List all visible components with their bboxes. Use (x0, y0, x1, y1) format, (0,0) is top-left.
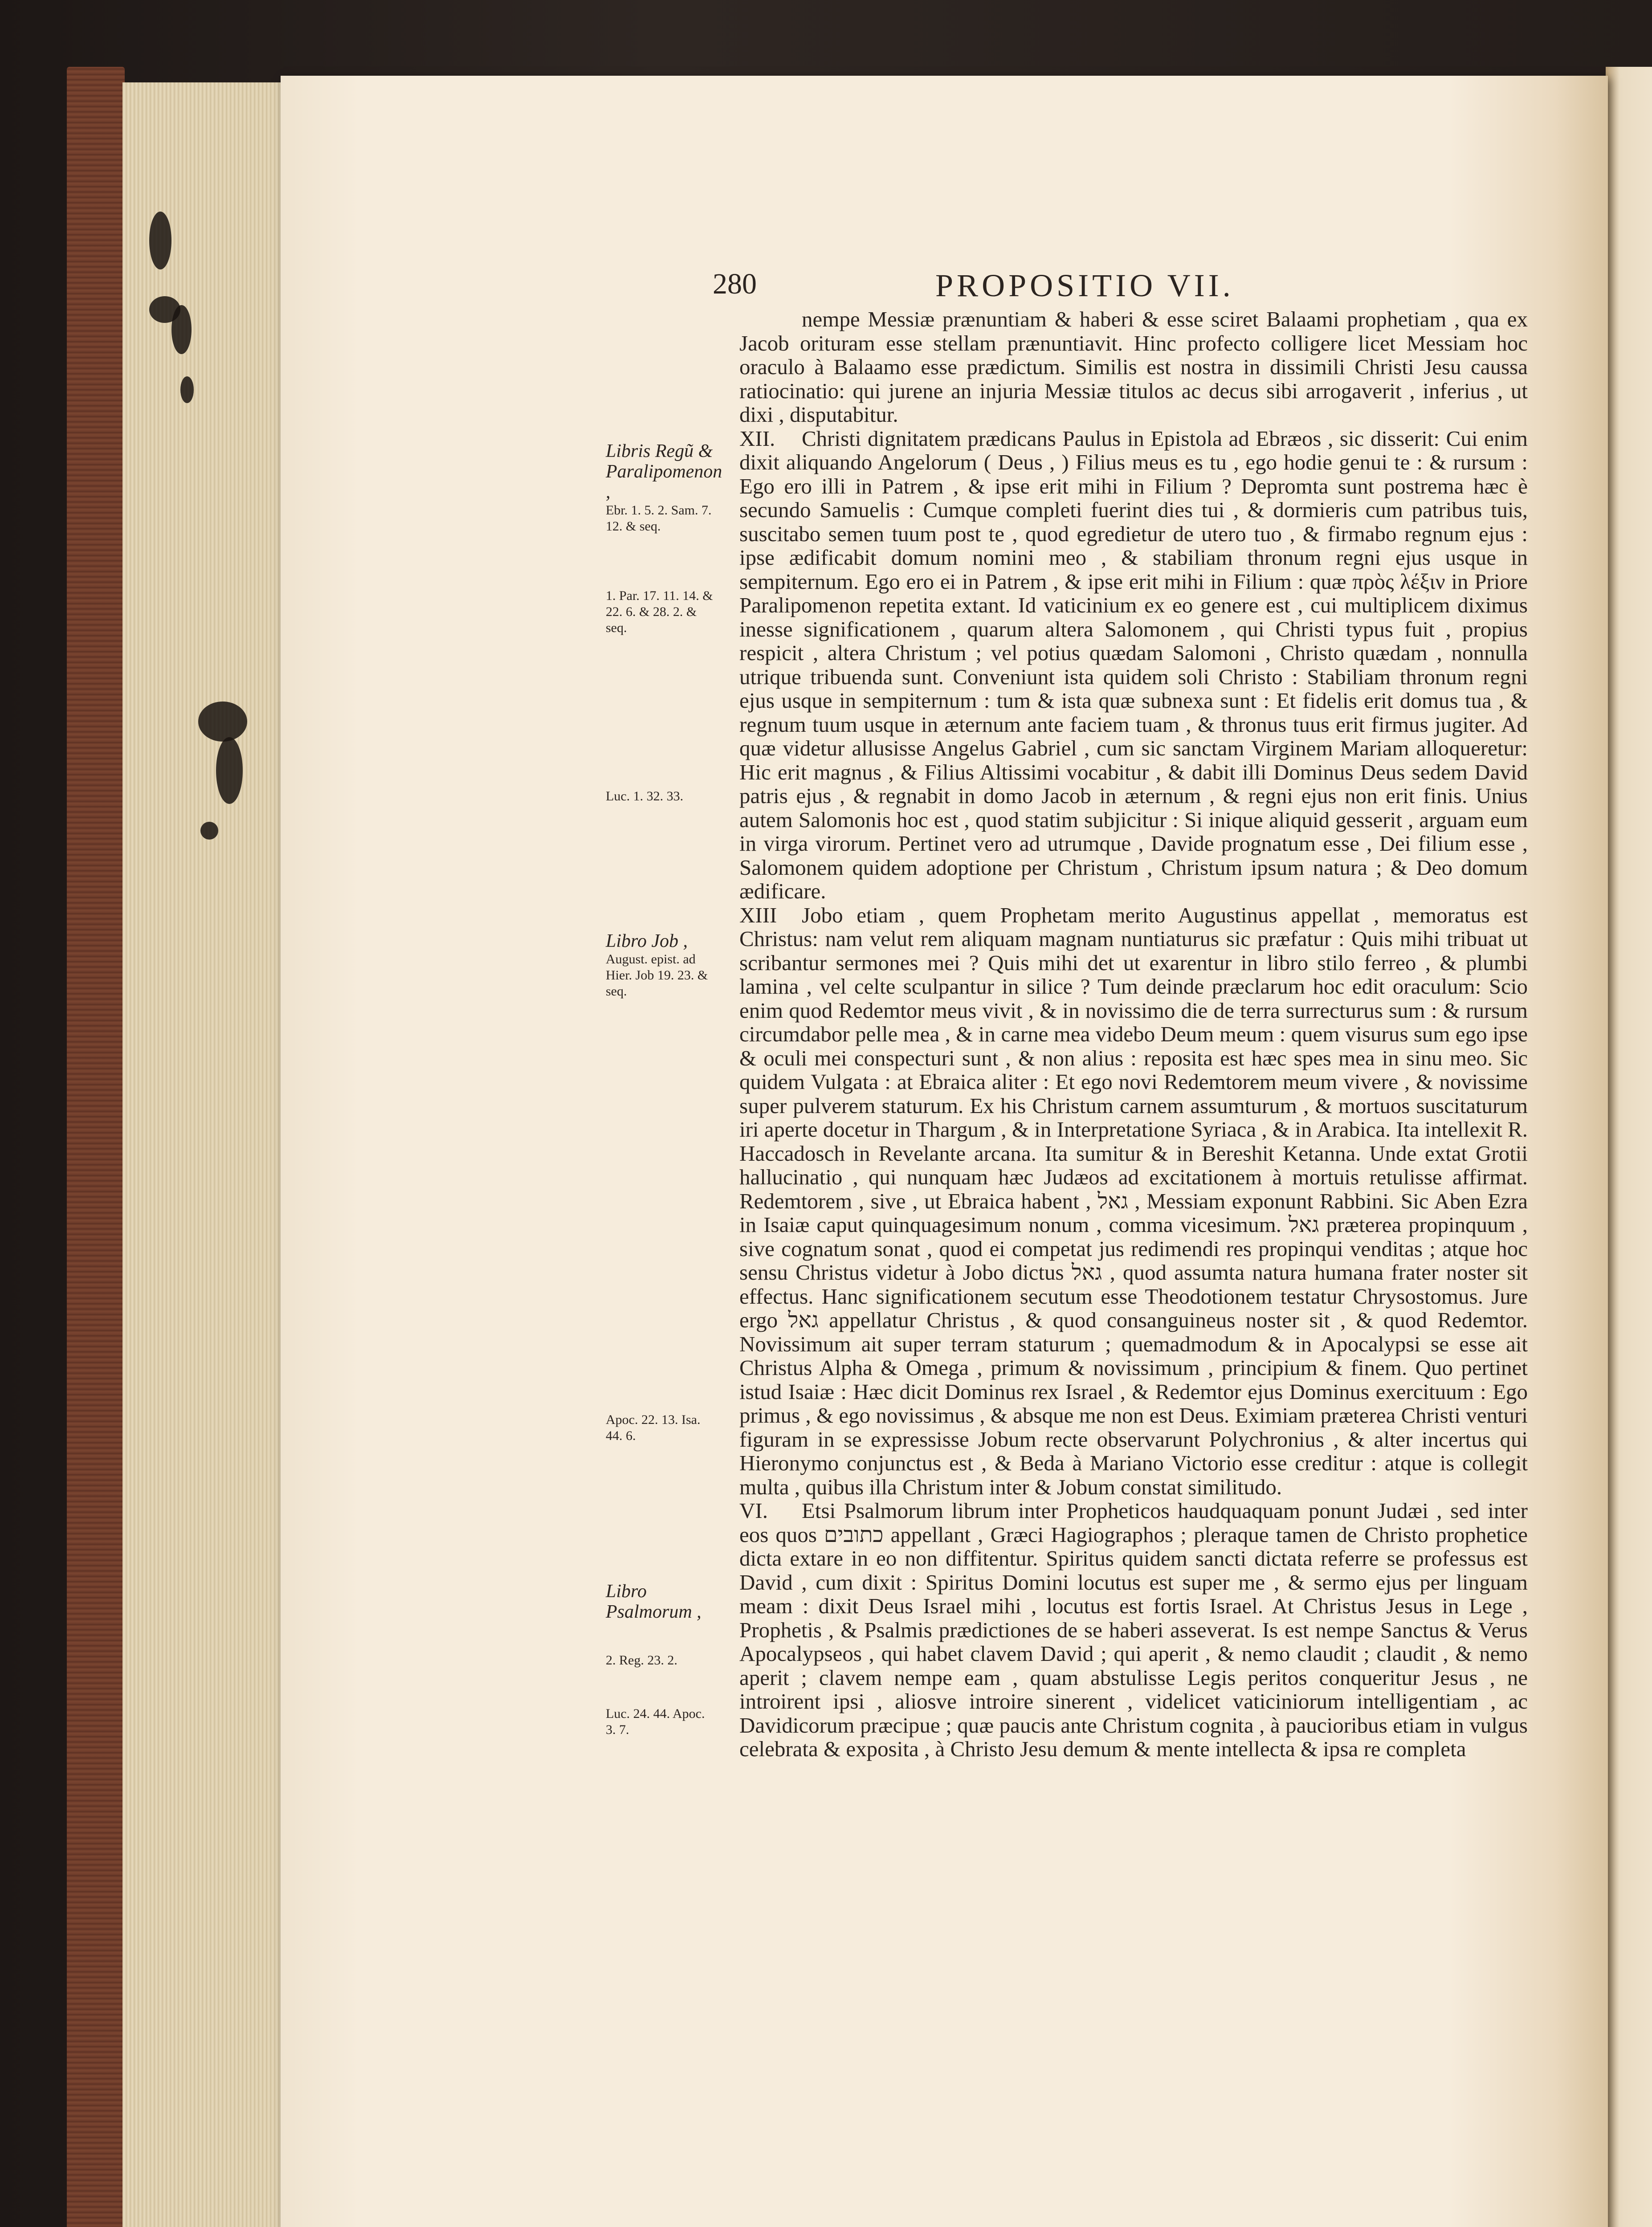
paragraph-text: nempe Messiæ prænuntiam & haberi & esse sciret Balaami prophetiam , qua ex Jacob orituram esse stellam prænuntiavit. Hinc profecto colligere licet Messiam hoc oraculo à Balaamo esse prædictum. Similis est nostra in dissimili Christi Jesu caussa ratiocinatio: qui jurene an injuria Messiæ titulos ac decus sibi arrogaverit , inferius , ut dixi , disputabitur. (739, 307, 1528, 427)
margin-note (606, 1706, 717, 1738)
paragraph-text: Etsi Psalmorum librum inter Propheticos haudquaquam ponunt Judæi , sed inter eos quos כתובים appellant , Græci Hagiographos ; pleraque tamen de Christo prophetice dicta extare in eo non diffitentur. Spiritus quidem sancti dictata referre se professus est David , cum dixit : Spiritus Domini locutus est super me , & sermo ejus per linguam meam : dixit Deus Israel mihi , locutus est fortis Israel. At Christus Jesus in Lege , Prophetis , & Psalmis prædictiones de se haberi asseverat. Is est nempe Sanctus & Verus Apocalypseos , qui habet clavem David ; qui aperit , & nemo claudit ; claudit , & nemo aperit ; clavem nempe eam , quam abstulisse Legis peritos conqueritur Jesus , ne introirent ipsi , aliosve introire sinerent , videlicet vaticiniorum intelligentiam , ac Davidicorum præcipue ; quæ paucis ante Christum cognita , à paucioribus etiam in vulgus celebrata & exposita , à Christo Jesu demum & mente intellecta & ipsa re completa (739, 1498, 1528, 1761)
facing-page-edge (1606, 67, 1652, 2227)
margin-note-reference: 2. Reg. 23. 2. (606, 1653, 677, 1668)
ink-stain (216, 737, 243, 804)
margin-note (606, 931, 717, 999)
margin-note-reference: Ebr. 1. 5. 2. Sam. 7. 12. & seq. (606, 503, 712, 534)
page-stack-edge (122, 82, 283, 2227)
margin-note-label: Libro Job , (606, 931, 688, 951)
margin-note-reference: August. epist. ad Hier. Job 19. 23. & seq. (606, 952, 708, 999)
paragraph (739, 1499, 1528, 1761)
running-header (713, 267, 1537, 312)
margin-note-reference: 1. Par. 17. 11. 14. & 22. 6. & 28. 2. & seq. (606, 588, 713, 635)
margin-note (606, 788, 717, 804)
paragraph-number: VI. (739, 1498, 768, 1523)
ink-stain (171, 305, 192, 354)
margin-note (606, 1652, 717, 1668)
ink-stain (149, 212, 171, 269)
margin-note (606, 588, 717, 636)
ink-stain (200, 822, 218, 840)
margin-note-reference: Luc. 1. 32. 33. (606, 789, 684, 804)
margin-note-label: Libro Psalmorum , (606, 1581, 702, 1622)
margin-note-reference: Luc. 24. 44. Apoc. 3. 7. (606, 1706, 705, 1737)
margin-note (606, 1412, 717, 1444)
ink-stain (180, 376, 194, 403)
paragraph-text: Jobo etiam , quem Prophetam merito Augustinus appellat , memoratus est Christus: nam velut rem aliquam magnam nuntiaturus sic præfatur : Quis mihi tribuat ut scribantur sermones mei ? Quis mihi det ut exarentur in libro stilo ferreo , & plumbi lamina , vel celte sculpantur in silice ? Tum deinde præclarum hoc edit oraculum: Scio enim quod Redemtor meus vivit , & in novissimo die de terra surrecturus sum : & rursum circumdabor pelle mea , & in carne mea videbo Deum meum : quem visurus sum ego ipse & oculi mei conspecturi sunt , & non alius : reposita est hæc spes mea in sinu meo. Sic quidem Vulgata : at Ebraica aliter : Et ego novi Redemtorem meum vivere , & novissime super pulverem staturum. Ex his Christum carnem assumturum , & mortuos suscitaturum iri aperte docetur in Thargum , & in Interpretatione Syriaca , & in Arabica. Ita intellexit R. Haccadosch in Revelante arcana. Ita sumitur & in Bereshit Ketanna. Unde extat Grotii hallucinatio , qui nunquam hæc Judæos ad excitationem à mortuis retulisse affirmat. Redemtorem , sive , ut Ebraica habent , גאל , Messiam exponunt Rabbini. Sic Aben Ezra in Isaiæ caput quinquagesimum nonum , comma vicesimum. גאל præterea propinquum , sive cognatum sonat , quod ei competat jus redimendi res propinqui venditas ; atque hoc sensu Christus videtur à Jobo dictus גאל , quod assumta natura humana frater noster sit effectus. Hanc significationem secutum esse Theodotionem testatur Chrysostomus. Jure ergo גאל appellatur Christus , & quod consanguineus noster sit , & quod Redemtor. Novissimum ait super terram staturum ; quemadmodum & in Apocalypsi se esse ait Christus Alpha & Omega , primum & novissimum , principium & finem. Quo pertinet istud Isaiæ : Hæc dicit Dominus rex Israel , & Redemtor ejus Dominus exercituum : Ego primus , & ego novissimus , & absque me non est Deus. Eximiam præterea Christi venturi figuram in se expressisse Jobum recte observarunt Polychronius , & alter incertus qui Hieronymo conjunctus est , & Beda à Mariano Victorio esse creditur : atque is collegit multa , quibus illa Christum inter & Jobum constat similitudo. (739, 902, 1528, 1499)
page-number: 280 (713, 268, 757, 300)
ink-stain (198, 702, 247, 742)
paragraph-number: XII. (739, 426, 775, 451)
margin-note (606, 441, 722, 534)
paragraph (739, 307, 1528, 427)
page-title: PROPOSITIO VII. (935, 268, 1234, 303)
paragraph-number: XIII (739, 902, 777, 927)
paragraph (739, 427, 1528, 903)
margin-note (606, 1581, 717, 1622)
book-cover-edge (67, 67, 125, 2227)
margin-note-reference: Apoc. 22. 13. Isa. 44. 6. (606, 1412, 701, 1443)
paragraph (739, 903, 1528, 1499)
margin-note-label: Libris Regũ & Paralipomenon , (606, 441, 722, 502)
paragraph-text: Christi dignitatem prædicans Paulus in Epistola ad Ebræos , sic disserit: Cui enim dixit aliquando Angelorum ( Deus , ) Filius meus es tu , ego hodie genui te : & rursum : Ego ero illi in Patrem , & ipse erit mihi in Filium ? Depromta sunt postrema hæc è secundo Samuelis : Cumque completi fuerint dies tui , & dormieris cum patribus tuis, suscitabo semen tuum post te , quod egredietur de utero tuo , & firmabo regnum ejus : ipse ædificabit domum nomini meo , & stabiliam thronum regni ejus usque in sempiternum. Ego ero ei in Patrem , & ipse erit mihi in Filium : quæ πρὸς λέξιν in Priore Paralipomenon repetita extant. Id vaticinium ex eo genere est , cui multiplicem diximus inesse significationem , quarum altera Salomonem , qui Christi typus fuit , propius respicit , altera Christum ; vel potius quædam Salomoni , Christo quædam , nonnulla utrique tribuenda sunt. Conveniunt ista quidem soli Christo : Stabiliam thronum regni ejus usque in sempiternum : tum & ista quæ subnexa sunt : Et fidelis erit domus tua , & regnum tuum usque in æternum ante faciem tuam , & thronus tuus erit firmus jugiter. Ad quæ videtur allusisse Angelus Gabriel , cum sic sanctam Virginem Mariam alloqueretur: Hic erit magnus , & Filius Altissimi vocabitur , & dabit illi Dominus Deus sedem David patris ejus , & regnabit in domo Jacob in æternum , & regni ejus non erit finis. Unius autem Salomonis hoc est , quod statim subjicitur : Si inique aliquid gesserit , arguam eum in virga virorum. Pertinet vero ad utrumque , Davide prognatum esse , Dei filium esse , Salomonem quidem adoptione per Christum , Christum ipsum natura ; & Deo domum ædificare. (739, 426, 1528, 903)
body-text (739, 307, 1528, 1761)
